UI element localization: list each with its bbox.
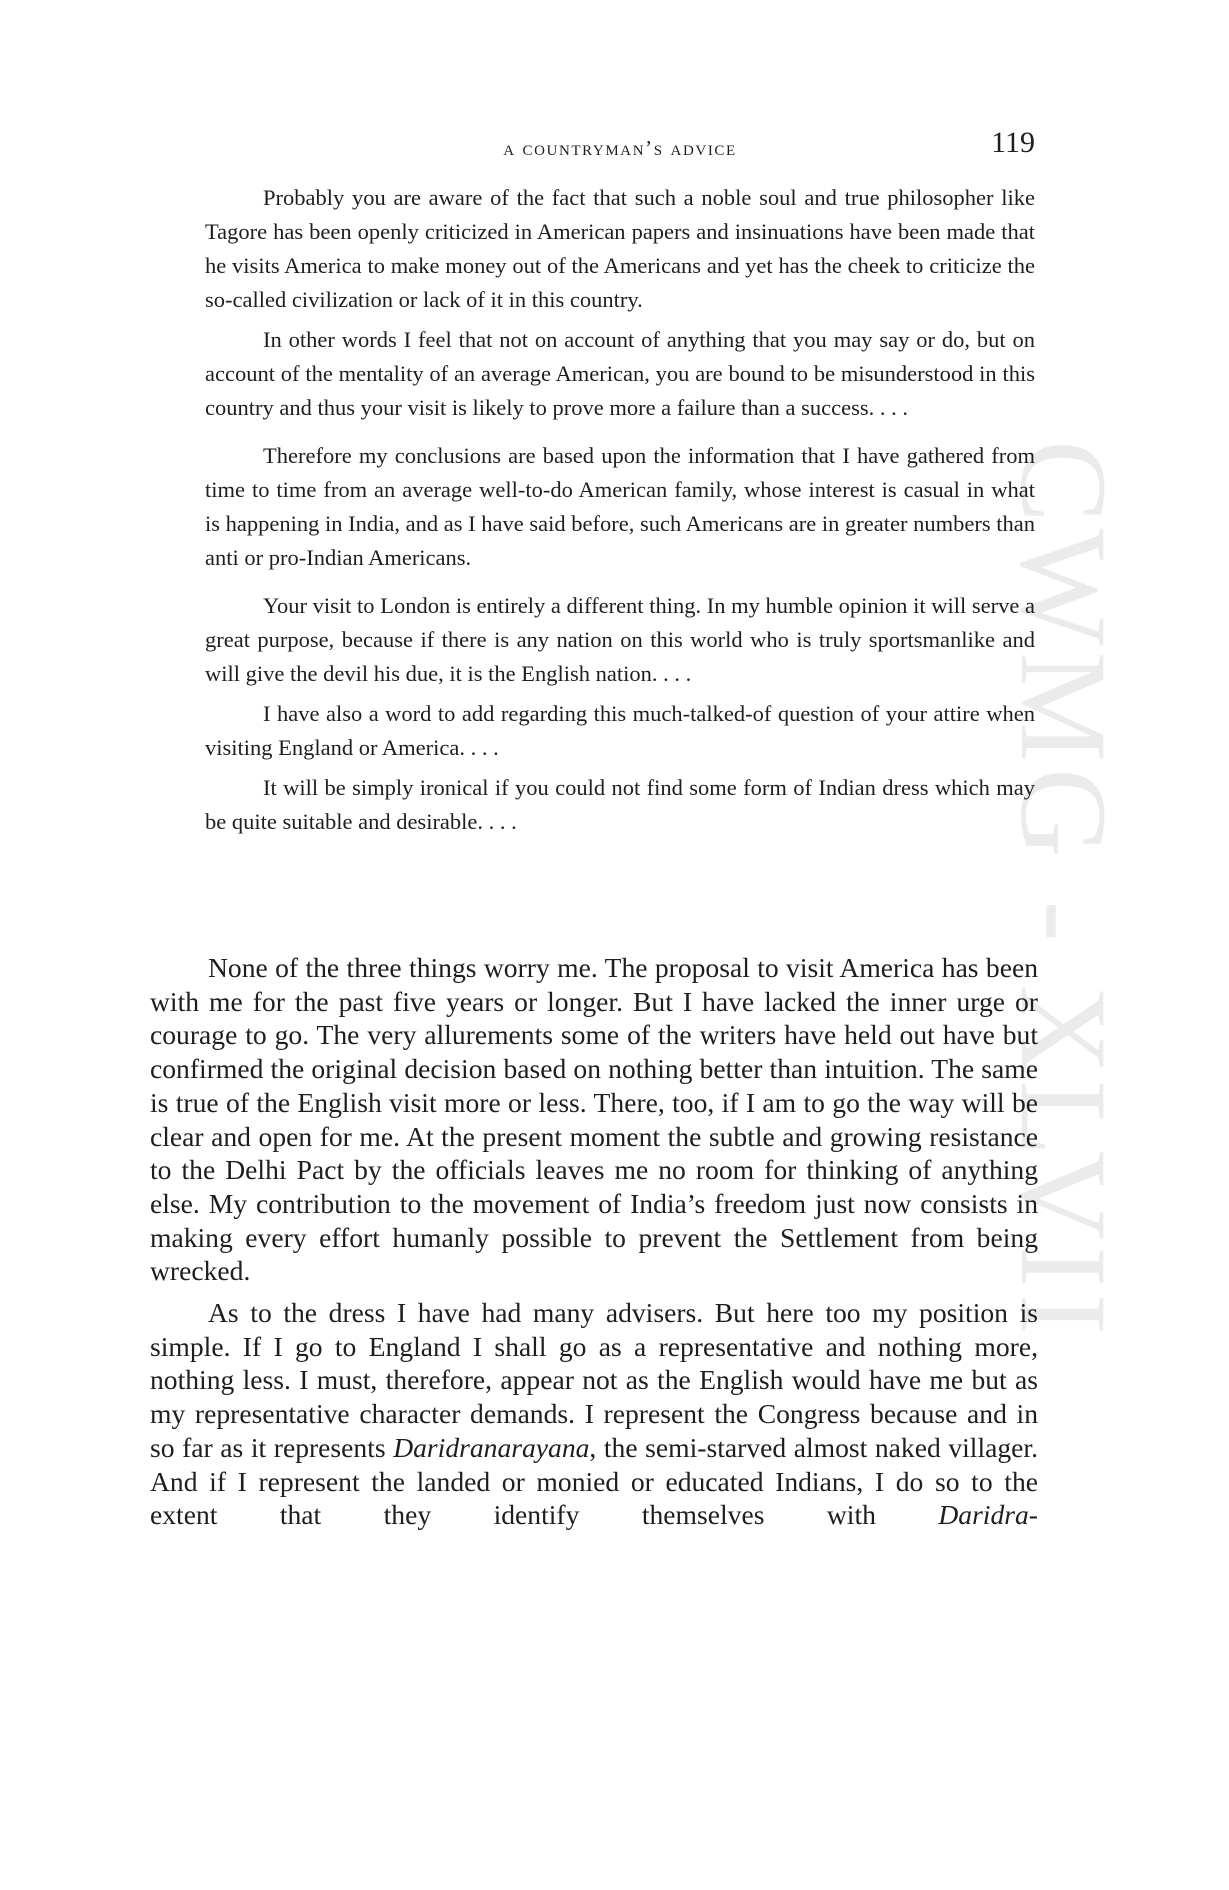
quote-paragraph: In other words I feel that not on account of anything that you may say or do, but on account of the mentality of an average American, you are bound to be misunderstood in this country and thus your visit is likely to prove more a failure than a success. . . . bbox=[205, 327, 1035, 420]
quote-paragraph: I have also a word to add regarding this much-talked-of question of your attire when visiting England or America. . . . bbox=[205, 701, 1035, 760]
quoted-letter bbox=[205, 181, 1035, 845]
main-text bbox=[150, 951, 1038, 1540]
italic-term: Daridra- bbox=[938, 1499, 1038, 1531]
running-head bbox=[205, 126, 1035, 172]
running-title: a countryman’s advice bbox=[503, 136, 737, 160]
italic-term: Daridranarayana bbox=[393, 1431, 590, 1463]
quote-paragraph: Therefore my conclusions are based upon the information that I have gathered from time to time from an average well-to-do American family, whose interest is casual in what is happening in India, and as I have said before, such Americans are in greater numbers than anti or pro-Indian Americans. bbox=[205, 443, 1035, 570]
body-paragraph: None of the three things worry me. The proposal to visit America has been with me for the past five years or longer. But I have lacked the inner urge or courage to go. The very allurements some of the writers have held out have but confirmed the original decision based on nothing better than intuition. The same is true of the English visit more or less. There, too, if I am to go the way will be clear and open for me. At the present moment the subtle and growing resistance to the Delhi Pact by the officials leaves me no room for thinking of anything else. My contribution to the movement of India’s freedom just now consists in making every effort humanly possible to prevent the Settlement from being wrecked. bbox=[150, 952, 1038, 1287]
quote-paragraph: It will be simply ironical if you could not find some form of Indian dress which may be quite suitable and desirable. . . . bbox=[205, 775, 1035, 834]
quote-paragraph: Your visit to London is entirely a different thing. In my humble opinion it will serve a great purpose, because if there is any nation on this world who is truly sportsmanlike and will give the devil his due, it is the English nation. . . . bbox=[205, 593, 1035, 686]
quote-paragraph: Probably you are aware of the fact that such a noble soul and true philosopher like Tagore has been openly criticized in American papers and insinuations have been made that he visits America to make money out of the Americans and yet has the cheek to criticize the so-called civilization or lack of it in this country. bbox=[205, 185, 1035, 312]
text-run: As to the dress I have had many advisers. But here too my position is simple. If I go to England I shall go as a representative and nothing more, nothing less. I must, therefore, appear not as the English would have me but as my representative character demands. I represent the Congress because and in so far as it represents bbox=[150, 1297, 1038, 1463]
page-number: 119 bbox=[991, 126, 1035, 159]
text-run: , the semi-starved almost naked villager. And if I represent the landed or monied or educated Indians, I do so to the extent that they identify themselves with bbox=[150, 1431, 1038, 1531]
watermark-text: CWMG - XLVII bbox=[995, 440, 1132, 1341]
body-paragraph bbox=[150, 1296, 1038, 1532]
